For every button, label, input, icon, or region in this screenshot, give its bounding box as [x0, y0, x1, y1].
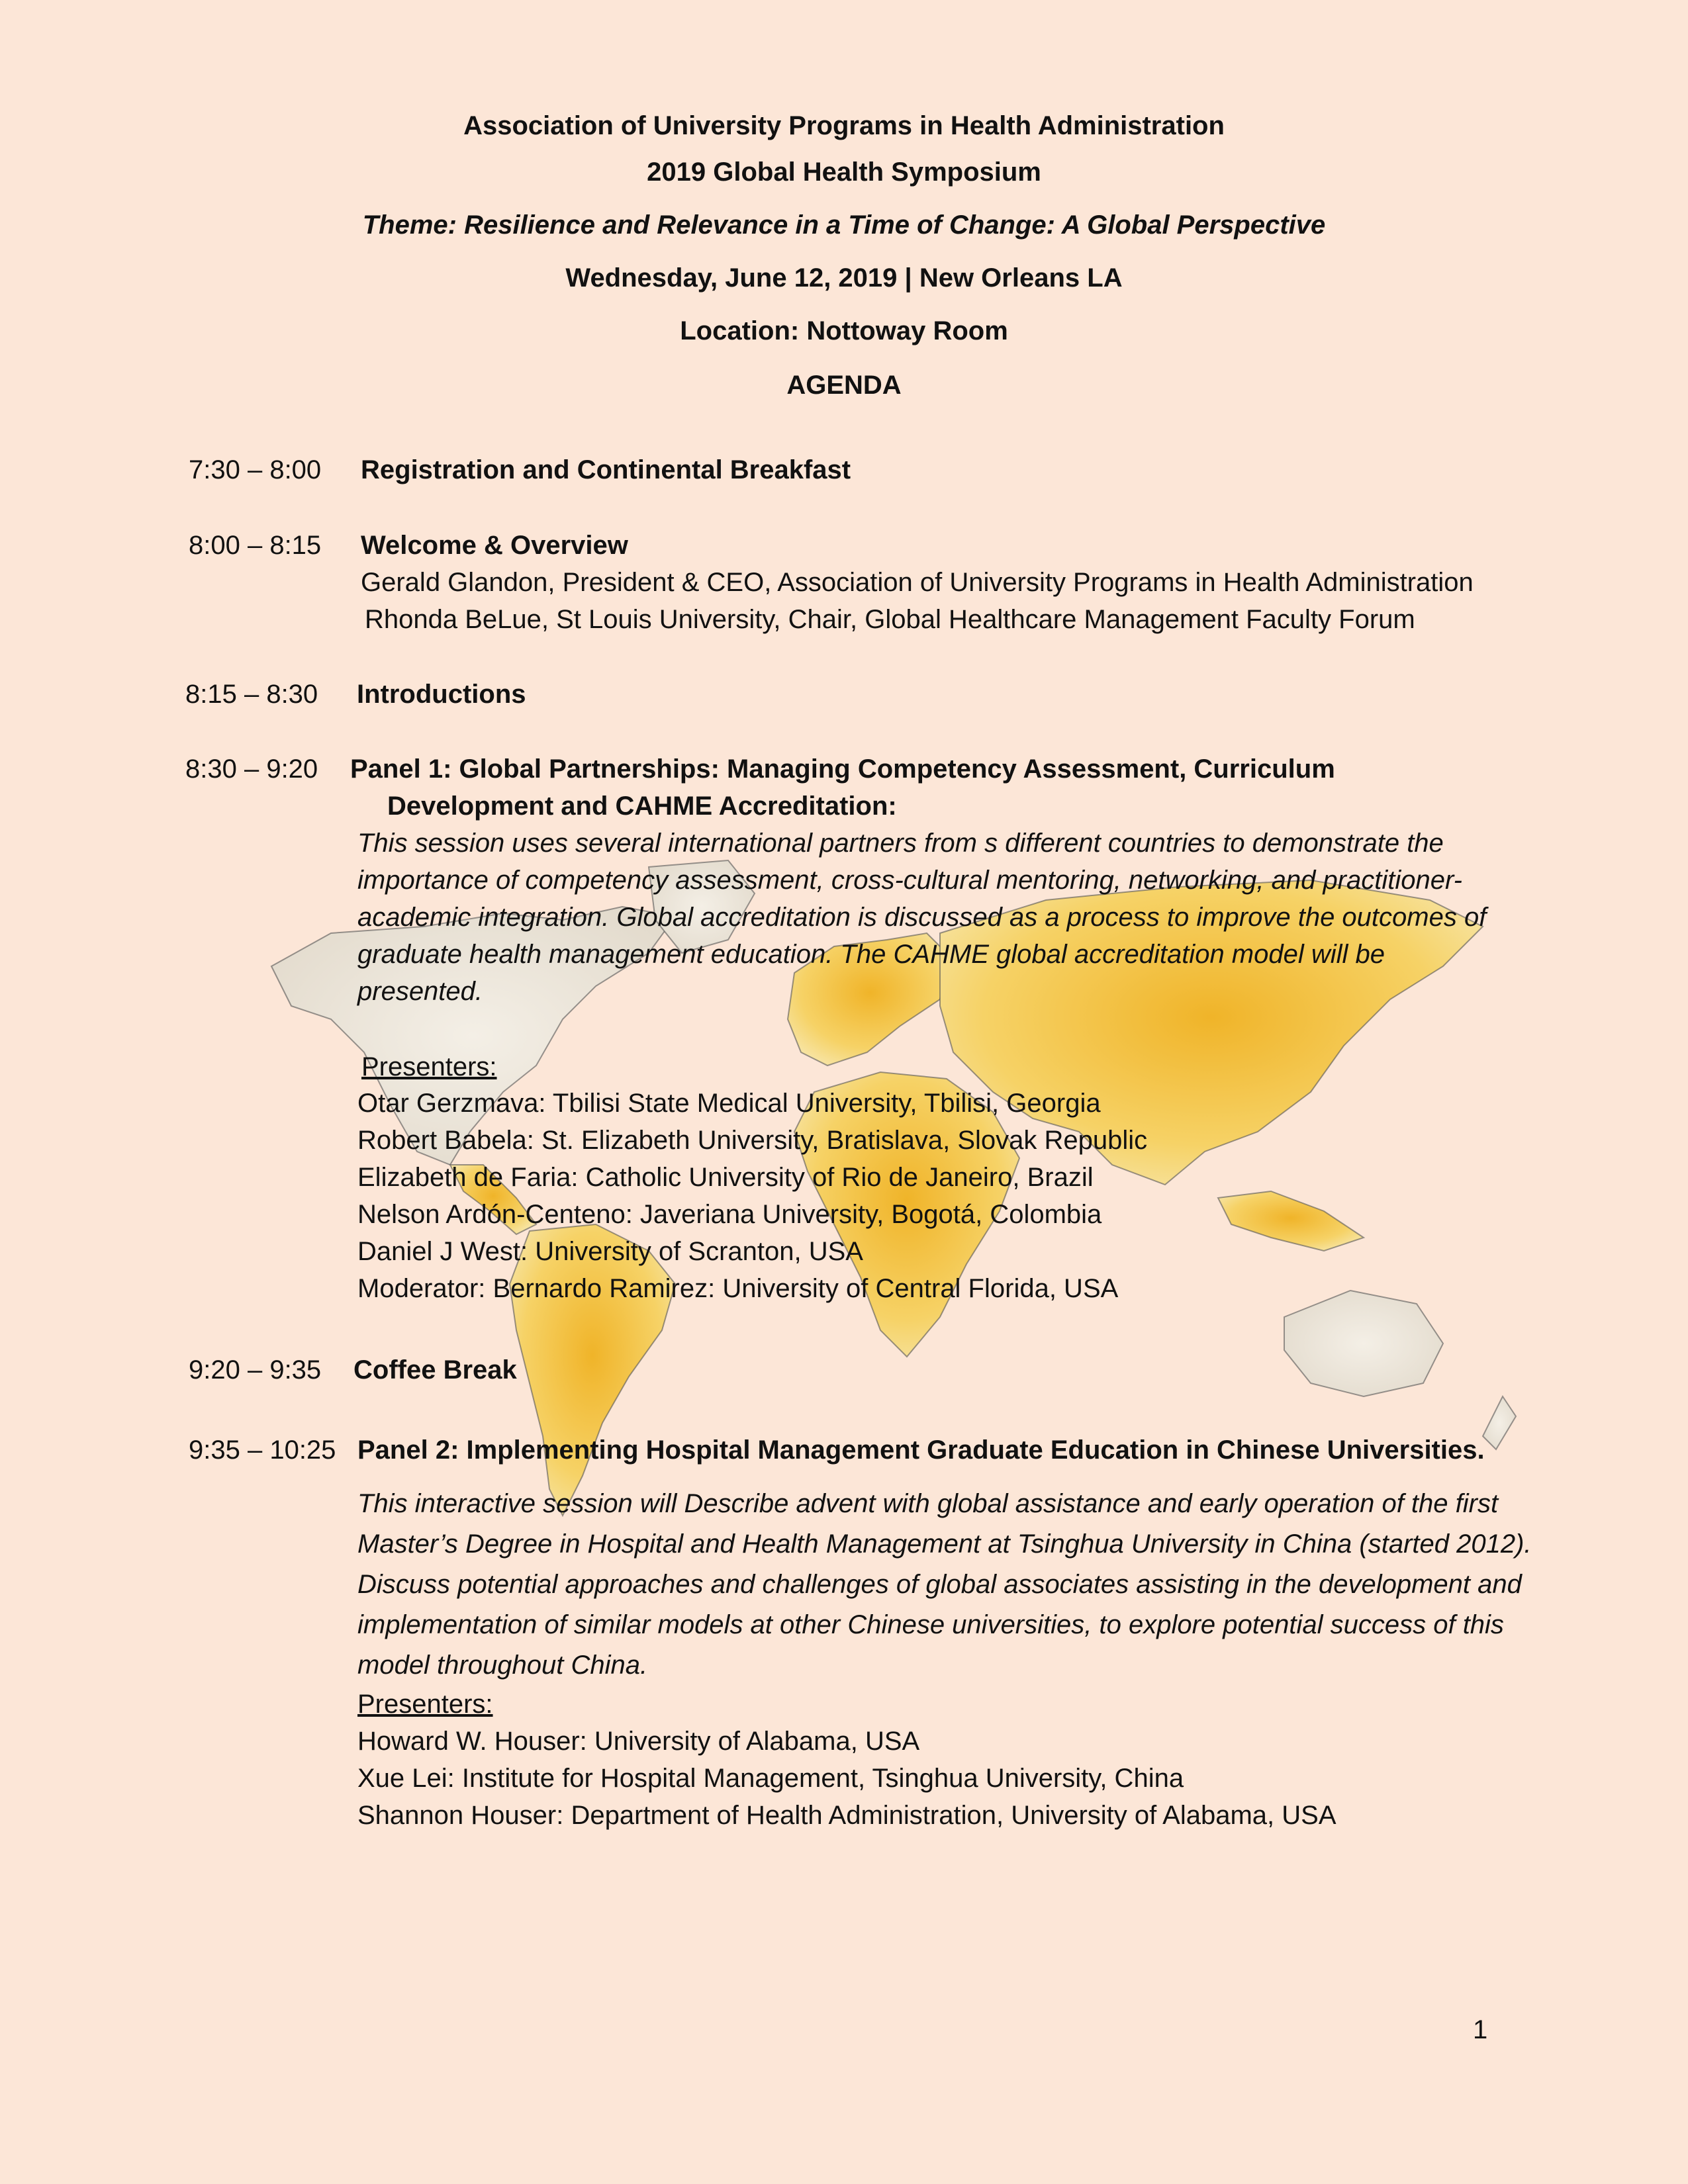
- welcome-speaker: Rhonda BeLue, St Louis University, Chair, Global Healthcare Management Faculty Forum: [365, 605, 1415, 634]
- panel2-presenter: Howard W. Houser: University of Alabama, USA: [357, 1727, 920, 1756]
- new-zealand-shape: [1483, 1396, 1516, 1449]
- registration-title: Registration and Continental Breakfast: [361, 455, 851, 484]
- panel1-time: 8:30 – 9:20: [185, 754, 318, 784]
- registration-time: 7:30 – 8:00: [189, 455, 322, 484]
- panel1-presenter: Nelson Ardón-Centeno: Javeriana University, Bogotá, Colombia: [357, 1200, 1102, 1229]
- location-line: Location: Nottoway Room: [680, 316, 1008, 345]
- south-america-shape: [510, 1224, 675, 1516]
- panel1-moderator: Moderator: Bernardo Ramirez: University of Central Florida, USA: [357, 1274, 1119, 1303]
- page-number: 1: [1473, 2015, 1488, 2044]
- welcome-speaker: Gerald Glandon, President & CEO, Association of University Programs in Health Administration: [361, 568, 1474, 597]
- panel2-description-line: This interactive session will Describe advent with global assistance and early operation of the first: [357, 1489, 1499, 1518]
- agenda-heading: AGENDA: [786, 371, 902, 400]
- panel2-description-line: Master’s Degree in Hospital and Health Management at Tsinghua University in China (started 2012).: [357, 1529, 1532, 1559]
- panel1-description-line: importance of competency assessment, cross-cultural mentoring, networking, and practitioner-: [357, 866, 1462, 895]
- panel2-title: Panel 2: Implementing Hospital Management Graduate Education in Chinese Universities.: [357, 1435, 1485, 1465]
- australia-shape: [1284, 1291, 1443, 1396]
- panel1-presenter: Otar Gerzmava: Tbilisi State Medical University, Tbilisi, Georgia: [357, 1089, 1101, 1118]
- welcome-time: 8:00 – 8:15: [189, 531, 322, 560]
- panel1-presenter: Elizabeth de Faria: Catholic University of Rio de Janeiro, Brazil: [357, 1163, 1094, 1192]
- panel1-presenter: Daniel J West: University of Scranton, USA: [357, 1237, 863, 1266]
- introductions-time: 8:15 – 8:30: [185, 680, 318, 709]
- panel2-presenter: Shannon Houser: Department of Health Administration, University of Alabama, USA: [357, 1801, 1336, 1830]
- panel2-description-line: implementation of similar models at other Chinese universities, to explore potential success of this: [357, 1610, 1504, 1639]
- panel2-description-line: model throughout China.: [357, 1651, 648, 1680]
- welcome-title: Welcome & Overview: [361, 531, 628, 560]
- panel2-description-line: Discuss potential approaches and challenges of global associates assisting in the development and: [357, 1570, 1522, 1599]
- panel2-presenters-label: Presenters:: [357, 1690, 493, 1719]
- panel1-title-line1: Panel 1: Global Partnerships: Managing Competency Assessment, Curriculum: [350, 754, 1335, 784]
- symposium-title: 2019 Global Health Symposium: [647, 158, 1041, 187]
- panel1-description-line: presented.: [357, 977, 483, 1006]
- introductions-title: Introductions: [357, 680, 526, 709]
- panel1-description-line: graduate health management education. The CAHME global accreditation model will be: [357, 940, 1385, 969]
- panel1-presenters-label: Presenters:: [361, 1052, 497, 1081]
- panel1-description-line: academic integration. Global accreditation is discussed as a process to improve the outcomes of: [357, 903, 1487, 932]
- panel1-description-line: This session uses several international partners from s different countries to demonstrate the: [357, 829, 1444, 858]
- panel1-title-line2: Development and CAHME Accreditation:: [387, 792, 897, 821]
- org-title: Association of University Programs in Health Administration: [463, 111, 1225, 140]
- panel1-presenter: Robert Babela: St. Elizabeth University, Bratislava, Slovak Republic: [357, 1126, 1148, 1155]
- panel2-presenter: Xue Lei: Institute for Hospital Management, Tsinghua University, China: [357, 1764, 1184, 1793]
- coffee-title: Coffee Break: [353, 1355, 517, 1385]
- southeast-asia-shape: [1218, 1191, 1364, 1251]
- theme-line: Theme: Resilience and Relevance in a Time of Change: A Global Perspective: [362, 210, 1326, 240]
- date-place: Wednesday, June 12, 2019 | New Orleans LA: [565, 263, 1123, 293]
- panel2-time: 9:35 – 10:25: [189, 1435, 336, 1465]
- coffee-time: 9:20 – 9:35: [189, 1355, 322, 1385]
